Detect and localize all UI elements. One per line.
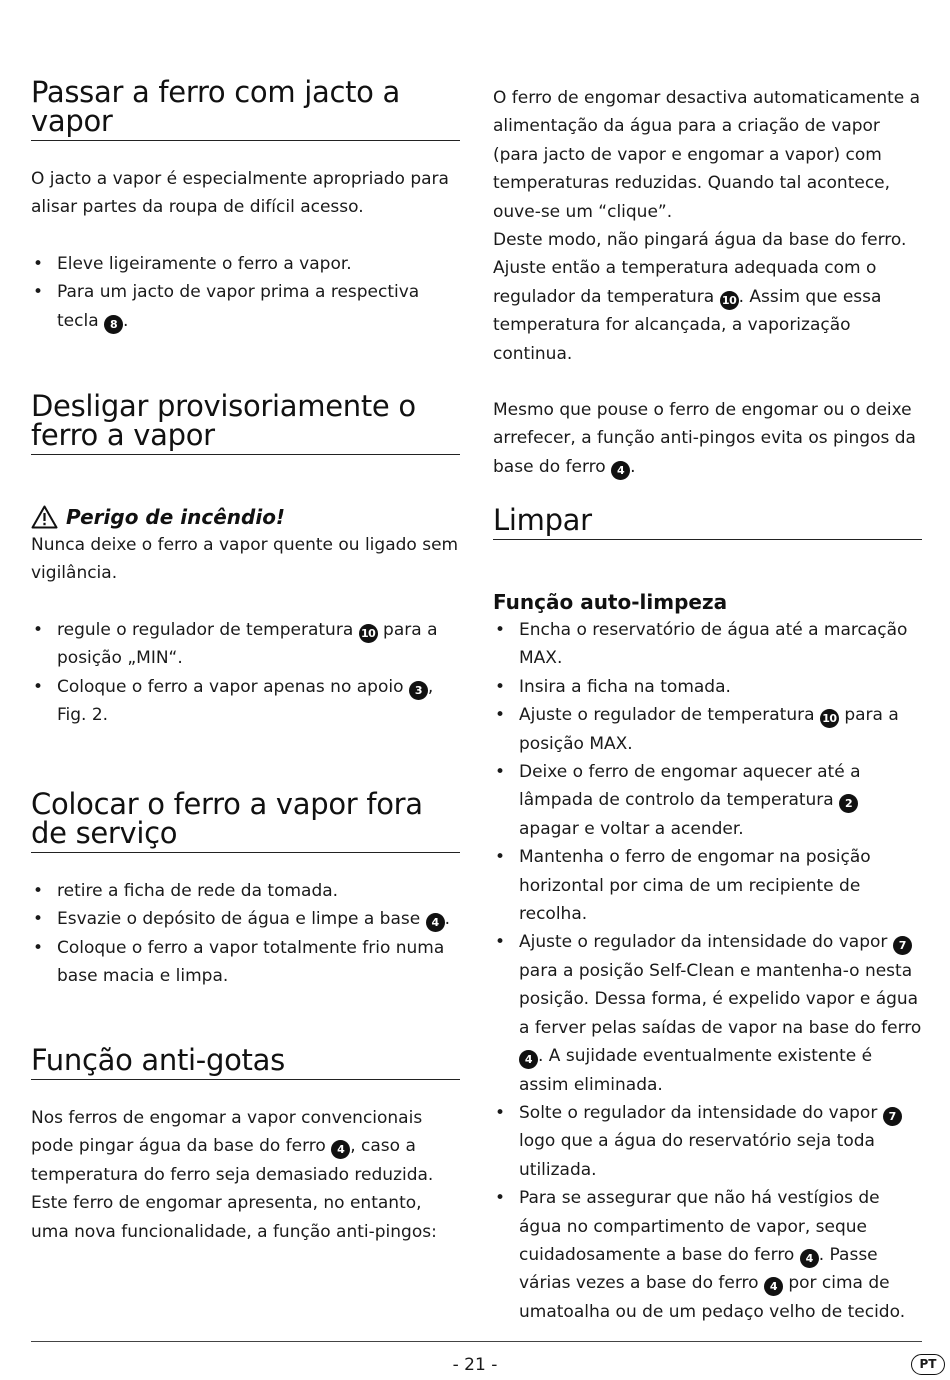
paragraph-3: Mesmo que pouse o ferro de engomar ou o deixe arrefecer, a função anti-pingos evita os pingos da base do ferro 4 . [493,396,922,481]
list-item [493,843,922,928]
list-item-text: Esvazie o depósito de água e limpe a base [57,909,426,930]
list-item-text: . A sujidade eventualmente existente é assim eliminada. [519,1046,873,1095]
list-item-text: retire a ficha de rede da tomada. [57,881,339,901]
list-item [493,701,922,758]
part-number-badge: 2 [839,794,858,813]
list-item [493,758,922,843]
sub-heading: Função auto-limpeza [493,590,728,614]
bullet-list [31,250,460,335]
part-number-badge: 4 [611,461,630,480]
part-number-badge: 4 [800,1249,819,1268]
section-heading: Limpar [493,506,922,540]
list-item [493,928,922,1098]
list-item-text: Para se assegurar que não há vestígios de água no compartimento de vapor, seque cuidadosamente a base do ferro [519,1188,880,1265]
part-number-badge: 10 [720,291,739,310]
list-item-text: para a posição MAX. [519,705,899,754]
list-item-text: Coloque o ferro a vapor totalmente frio numa base macia e limpa. [57,937,445,987]
list-item-text: para a posição „MIN“. [57,619,438,669]
list-item [31,616,460,673]
list-item-text: para a posição Self-Clean e mantenha-o nesta posição. Dessa forma, é expelido vapor e água a ferver pelas saídas de vapor na base do ferro [519,960,922,1038]
list-item [31,278,460,335]
part-number-badge: 7 [893,936,912,955]
warning-title-text: Perigo de incêndio! [66,505,286,529]
list-item-text: regule o regulador de temperatura [57,619,359,640]
part-number-badge: 7 [883,1107,902,1126]
list-item-text: Ajuste o regulador de temperatura [519,705,820,726]
section-heading: Função anti-gotas [31,1046,460,1080]
anti-drip-continued [493,84,922,481]
list-item-text: Solte o regulador da intensidade do vapor [519,1102,883,1123]
section-paragraph: O jacto a vapor é especialmente apropriado para alisar partes da roupa de difícil acesso. [31,169,449,218]
section-anti-drip [31,1043,460,1246]
list-item-text: Deixe o ferro de engomar aquecer até a lâmpada de controlo da temperatura [519,762,861,811]
list-item [493,673,922,701]
list-item-text: . [444,909,451,930]
part-number-badge: 4 [331,1140,350,1159]
list-item [493,616,922,673]
list-item [31,905,460,933]
part-number-badge: 3 [409,681,428,700]
paragraph-1: O ferro de engomar desactiva automaticamente a alimentação da água para a criação de vapor (para jacto de vapor e engomar a vapor) com temperaturas reduzidas. Quando tal acontece, ouve-se um “clique”. [493,88,921,222]
part-number-badge: 4 [764,1277,783,1296]
section-out-of-service [31,787,460,991]
list-item [493,1099,922,1184]
list-item [493,1184,922,1326]
section-paragraph: Nos ferros de engomar a vapor convencionais pode pingar água da base do ferro 4 , caso a temperatura do ferro seja demasiado reduzida. Este ferro de engomar apresenta, no entanto, uma nova funcionalidade, a função anti-pingos: [31,1108,437,1242]
section-temporary-off [31,389,460,729]
part-number-badge: 4 [426,913,445,932]
section-heading: Passar a ferro com jacto a vapor [31,78,460,141]
list-item-text: Encha o reservatório de água até a marcação MAX. [519,620,908,669]
list-item [31,250,460,278]
section-heading: Desligar provisoriamente o ferro a vapor [31,392,460,455]
list-item-text: logo que a água do reservatório seja toda utilizada. [519,1131,875,1180]
list-item [31,673,460,730]
warning-title [31,503,460,531]
footer-divider [31,1341,922,1342]
bullet-list [31,616,460,730]
list-item-text: Para um jacto de vapor prima a respectiva tecla [57,282,420,331]
section-steam-jet [31,75,460,335]
part-number-badge: 10 [820,709,839,728]
list-item-text: Insira a ficha na tomada. [519,676,731,697]
part-number-badge: 8 [104,315,123,334]
list-item-text: Coloque o ferro a vapor apenas no apoio [57,676,409,697]
list-item-text: . Passe várias vezes a base do ferro [519,1244,878,1294]
paragraph-2: Deste modo, não pingará água da base do ferro. Ajuste então a temperatura adequada com o regulador da temperatura 10 . Assim que essa temperatura for alcançada, a vaporização continua. [493,230,907,364]
bullet-list [31,877,460,991]
language-badge: PT [911,1354,945,1375]
list-item-text: por cima de umatoalha ou de um pedaço velho de tecido. [519,1273,906,1322]
list-item-text: Mantenha o ferro de engomar na posição horizontal por cima de um recipiente de recolha. [519,847,871,925]
list-item-text: , Fig. 2. [57,676,434,726]
list-item [31,877,460,905]
section-cleaning [493,503,922,1326]
part-number-badge: 4 [519,1050,538,1069]
list-item [31,934,460,991]
list-item-text: Eleve ligeiramente o ferro a vapor. [57,253,352,274]
page-number: - 21 - [452,1355,498,1375]
warning-text: Nunca deixe o ferro a vapor quente ou ligado sem vigilância. [31,535,459,584]
part-number-badge: 10 [359,624,378,643]
warning-triangle-icon [31,505,58,529]
list-item-text: apagar e voltar a acender. [519,818,744,839]
list-item-text: . [123,310,129,331]
bullet-list [493,616,922,1326]
list-item-text: Ajuste o regulador da intensidade do vapor [519,932,893,953]
section-heading: Colocar o ferro a vapor fora de serviço [31,790,460,853]
